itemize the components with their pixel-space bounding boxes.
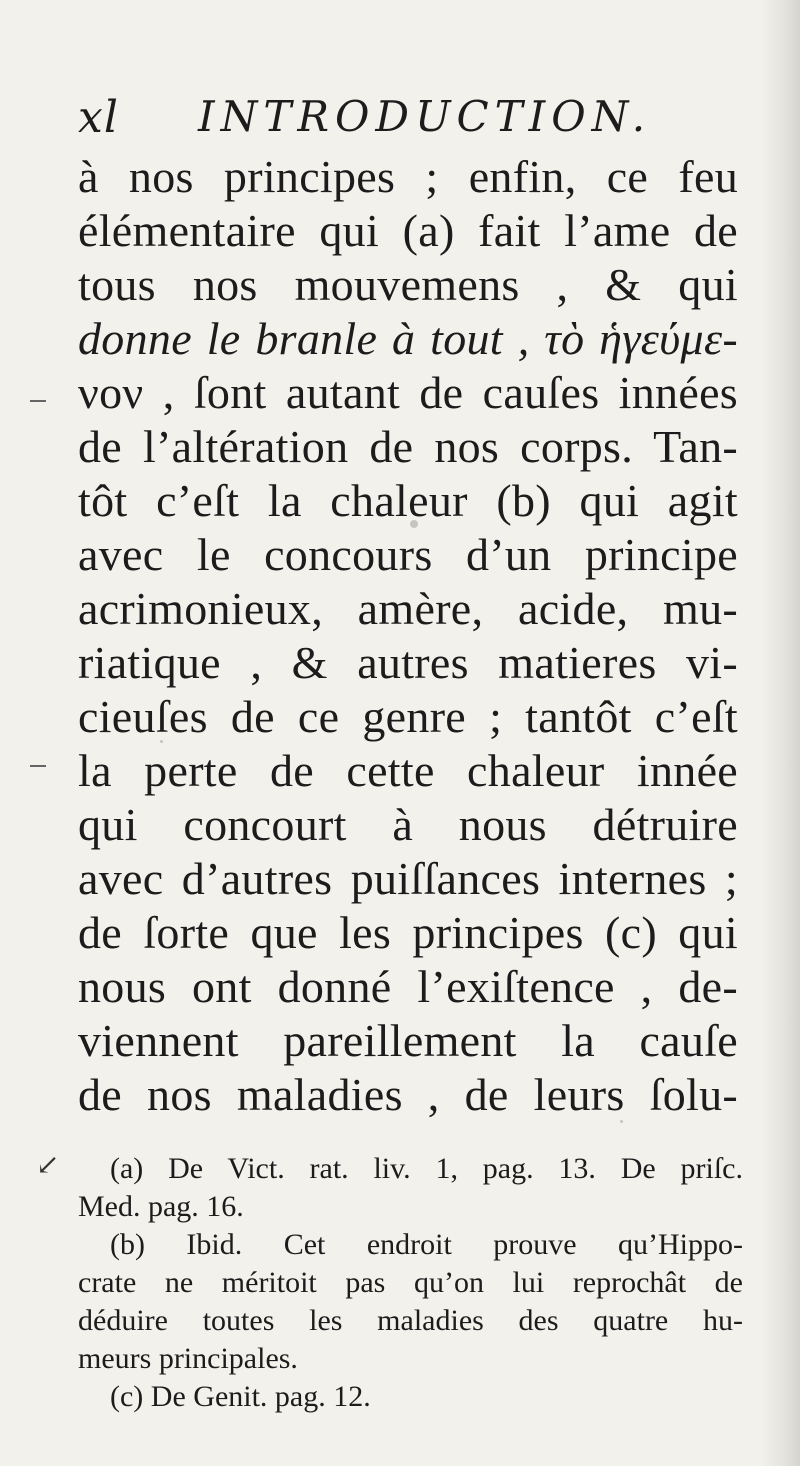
body-line: de nos maladies , de leurs ſolu- bbox=[78, 1069, 738, 1120]
body-line: élémentaire qui (a) fait l’ame de bbox=[78, 205, 738, 256]
body-line: viennent pareillement la cauſe bbox=[78, 1015, 738, 1066]
page-header bbox=[78, 92, 718, 152]
footnote-c-line: (c) De Genit. pag. 12. bbox=[110, 1380, 371, 1413]
body-text bbox=[78, 150, 738, 1122]
body-line: la perte de cette chaleur innée bbox=[78, 745, 738, 796]
body-line: νον , ſont autant de cauſes innées bbox=[78, 367, 738, 418]
margin-dash bbox=[30, 400, 46, 402]
footnote-a-line: Med. pag. 16. bbox=[78, 1190, 244, 1223]
running-head: INTRODUCTION. bbox=[198, 92, 652, 141]
margin-mark: ↙ bbox=[36, 1148, 60, 1181]
page-number: xl bbox=[78, 92, 119, 143]
footnote-a-line: (a) De Vict. rat. liv. 1, pag. 13. De priſc. bbox=[110, 1152, 743, 1185]
ink-speck bbox=[410, 520, 418, 528]
body-line: de ſorte que les principes (c) qui bbox=[78, 907, 738, 958]
margin-dash bbox=[30, 765, 46, 767]
footnote-b-line: crate ne méritoit pas qu’on lui reprochât de bbox=[78, 1266, 743, 1299]
body-line: tous nos mouvemens , & qui bbox=[78, 259, 738, 310]
body-line: nous ont donné l’exiſtence , de- bbox=[78, 961, 738, 1012]
footnotes bbox=[78, 1150, 743, 1416]
body-line: de l’altération de nos corps. Tan- bbox=[78, 421, 738, 472]
body-line: acrimonieux, amère, acide, mu- bbox=[78, 583, 738, 634]
body-line: avec le concours d’un principe bbox=[78, 529, 738, 580]
footnote-b-line: déduire toutes les maladies des quatre hu- bbox=[78, 1304, 743, 1337]
footnote-b-line: (b) Ibid. Cet endroit prouve qu’Hippo- bbox=[110, 1228, 743, 1261]
page-edge-shadow bbox=[760, 0, 800, 1466]
footnote-b-line: meurs principales. bbox=[78, 1342, 298, 1375]
body-line: avec d’autres puiſſances internes ; bbox=[78, 853, 738, 904]
body-line: cieuſes de ce genre ; tantôt c’eſt bbox=[78, 691, 738, 742]
body-line: à nos principes ; enfin, ce feu bbox=[78, 151, 738, 202]
body-line: qui concourt à nous détruire bbox=[78, 799, 738, 850]
ink-speck bbox=[620, 1120, 623, 1123]
body-line: tôt c’eſt la chaleur (b) qui agit bbox=[78, 475, 738, 526]
body-line: donne le branle à tout , τὸ ἡγεύμε- bbox=[78, 313, 738, 364]
body-line: riatique , & autres matieres vi- bbox=[78, 637, 738, 688]
ink-speck bbox=[160, 740, 163, 743]
